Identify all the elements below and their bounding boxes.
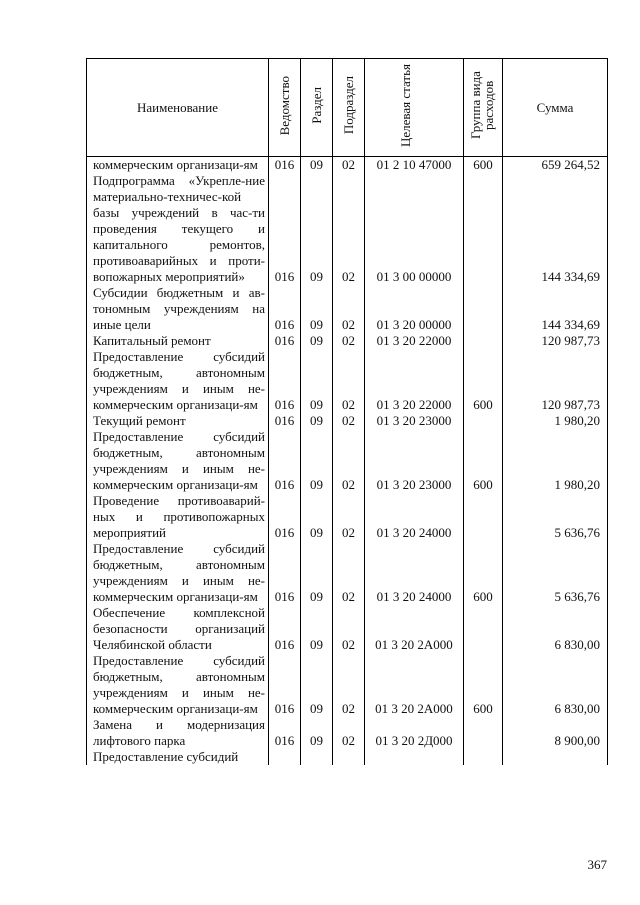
row-section: 09 [301, 493, 333, 541]
row-dept: 016 [269, 157, 301, 174]
row-subsection: 02 [333, 333, 365, 349]
row-section: 09 [301, 541, 333, 605]
row-subsection: 02 [333, 493, 365, 541]
row-target: 01 3 20 24000 [365, 493, 464, 541]
row-target: 01 3 00 00000 [365, 173, 464, 285]
table-header-row [87, 59, 608, 157]
table-row [87, 749, 608, 765]
table-row [87, 173, 608, 285]
row-expense-group [464, 749, 503, 765]
header-name: Наименование [87, 59, 269, 157]
table-row [87, 493, 608, 541]
row-expense-group: 600 [464, 349, 503, 413]
row-name: Текущий ремонт [87, 413, 269, 429]
row-dept: 016 [269, 413, 301, 429]
row-dept: 016 [269, 333, 301, 349]
row-expense-group [464, 717, 503, 749]
row-dept: 016 [269, 653, 301, 717]
row-expense-group [464, 493, 503, 541]
row-dept [269, 749, 301, 765]
table-row [87, 349, 608, 413]
row-target: 01 3 20 23000 [365, 429, 464, 493]
row-sum: 1 980,20 [503, 429, 608, 493]
row-sum: 144 334,69 [503, 173, 608, 285]
row-sum: 1 980,20 [503, 413, 608, 429]
row-expense-group [464, 285, 503, 333]
row-expense-group [464, 333, 503, 349]
row-target: 01 2 10 47000 [365, 157, 464, 174]
row-section: 09 [301, 333, 333, 349]
row-sum: 120 987,73 [503, 349, 608, 413]
row-sum: 8 900,00 [503, 717, 608, 749]
row-sum: 6 830,00 [503, 653, 608, 717]
budget-table [86, 58, 608, 765]
row-name: Обеспечение комплексной безопасности организаций Челябинской области [87, 605, 269, 653]
row-subsection: 02 [333, 605, 365, 653]
row-subsection: 02 [333, 285, 365, 333]
page-number: 367 [587, 857, 607, 872]
header-sum: Сумма [503, 59, 608, 157]
row-target: 01 3 20 2А000 [365, 653, 464, 717]
table-row [87, 653, 608, 717]
row-sum: 120 987,73 [503, 333, 608, 349]
row-section: 09 [301, 413, 333, 429]
row-section: 09 [301, 605, 333, 653]
row-target: 01 3 20 24000 [365, 541, 464, 605]
row-subsection: 02 [333, 653, 365, 717]
row-target: 01 3 20 2Д000 [365, 717, 464, 749]
row-sum: 659 264,52 [503, 157, 608, 174]
row-name: Предоставление субсидий [87, 749, 269, 765]
row-section: 09 [301, 653, 333, 717]
row-subsection [333, 749, 365, 765]
row-section: 09 [301, 173, 333, 285]
row-target [365, 749, 464, 765]
row-dept: 016 [269, 605, 301, 653]
row-dept: 016 [269, 429, 301, 493]
row-section [301, 749, 333, 765]
row-name: коммерческим организаци-ям [87, 157, 269, 174]
row-sum: 5 636,76 [503, 493, 608, 541]
row-name: Предоставление субсидий бюджетным, автономным учреждениям и иным не-коммерческим организаци-ям [87, 653, 269, 717]
row-subsection: 02 [333, 429, 365, 493]
row-target: 01 3 20 22000 [365, 349, 464, 413]
row-name: Замена и модернизация лифтового парка [87, 717, 269, 749]
row-sum: 5 636,76 [503, 541, 608, 605]
row-expense-group [464, 173, 503, 285]
header-expense-group: Группа вида расходов [464, 59, 503, 157]
table-row [87, 429, 608, 493]
table-row [87, 413, 608, 429]
header-subsection: Подраздел [333, 59, 365, 157]
row-name: Предоставление субсидий бюджетным, автономным учреждениям и иным не-коммерческим организаци-ям [87, 541, 269, 605]
row-dept: 016 [269, 285, 301, 333]
row-dept: 016 [269, 493, 301, 541]
table-row [87, 157, 608, 174]
row-expense-group: 600 [464, 429, 503, 493]
table-row [87, 333, 608, 349]
row-target: 01 3 20 22000 [365, 333, 464, 349]
row-dept: 016 [269, 541, 301, 605]
row-name: Проведение противоаварий-ных и противопожарных мероприятий [87, 493, 269, 541]
row-name: Капитальный ремонт [87, 333, 269, 349]
row-expense-group: 600 [464, 157, 503, 174]
row-name: Предоставление субсидий бюджетным, автономным учреждениям и иным не-коммерческим организаци-ям [87, 429, 269, 493]
row-subsection: 02 [333, 173, 365, 285]
row-expense-group [464, 605, 503, 653]
table-row [87, 605, 608, 653]
table-row [87, 717, 608, 749]
row-section: 09 [301, 429, 333, 493]
row-dept: 016 [269, 717, 301, 749]
header-section: Раздел [301, 59, 333, 157]
row-name: Предоставление субсидий бюджетным, автономным учреждениям и иным не-коммерческим организаци-ям [87, 349, 269, 413]
row-expense-group: 600 [464, 541, 503, 605]
row-section: 09 [301, 717, 333, 749]
row-subsection: 02 [333, 349, 365, 413]
row-section: 09 [301, 285, 333, 333]
row-sum [503, 749, 608, 765]
row-target: 01 3 20 2А000 [365, 605, 464, 653]
row-dept: 016 [269, 173, 301, 285]
row-sum: 6 830,00 [503, 605, 608, 653]
table-row [87, 285, 608, 333]
row-expense-group [464, 413, 503, 429]
row-subsection: 02 [333, 157, 365, 174]
row-name: Подпрограмма «Укрепле-ние материально-техничес-кой базы учреждений в час-ти проведения текущего и капитального ремонтов, противоаварийных и проти-вопожарных мероприятий» [87, 173, 269, 285]
header-dept: Ведомство [269, 59, 301, 157]
row-section: 09 [301, 349, 333, 413]
header-target: Целевая статья [365, 59, 464, 157]
table-row [87, 541, 608, 605]
row-section: 09 [301, 157, 333, 174]
row-expense-group: 600 [464, 653, 503, 717]
row-name: Субсидии бюджетным и ав-тономным учреждениям на иные цели [87, 285, 269, 333]
row-dept: 016 [269, 349, 301, 413]
row-subsection: 02 [333, 413, 365, 429]
row-sum: 144 334,69 [503, 285, 608, 333]
row-target: 01 3 20 00000 [365, 285, 464, 333]
row-subsection: 02 [333, 541, 365, 605]
row-subsection: 02 [333, 717, 365, 749]
row-target: 01 3 20 23000 [365, 413, 464, 429]
